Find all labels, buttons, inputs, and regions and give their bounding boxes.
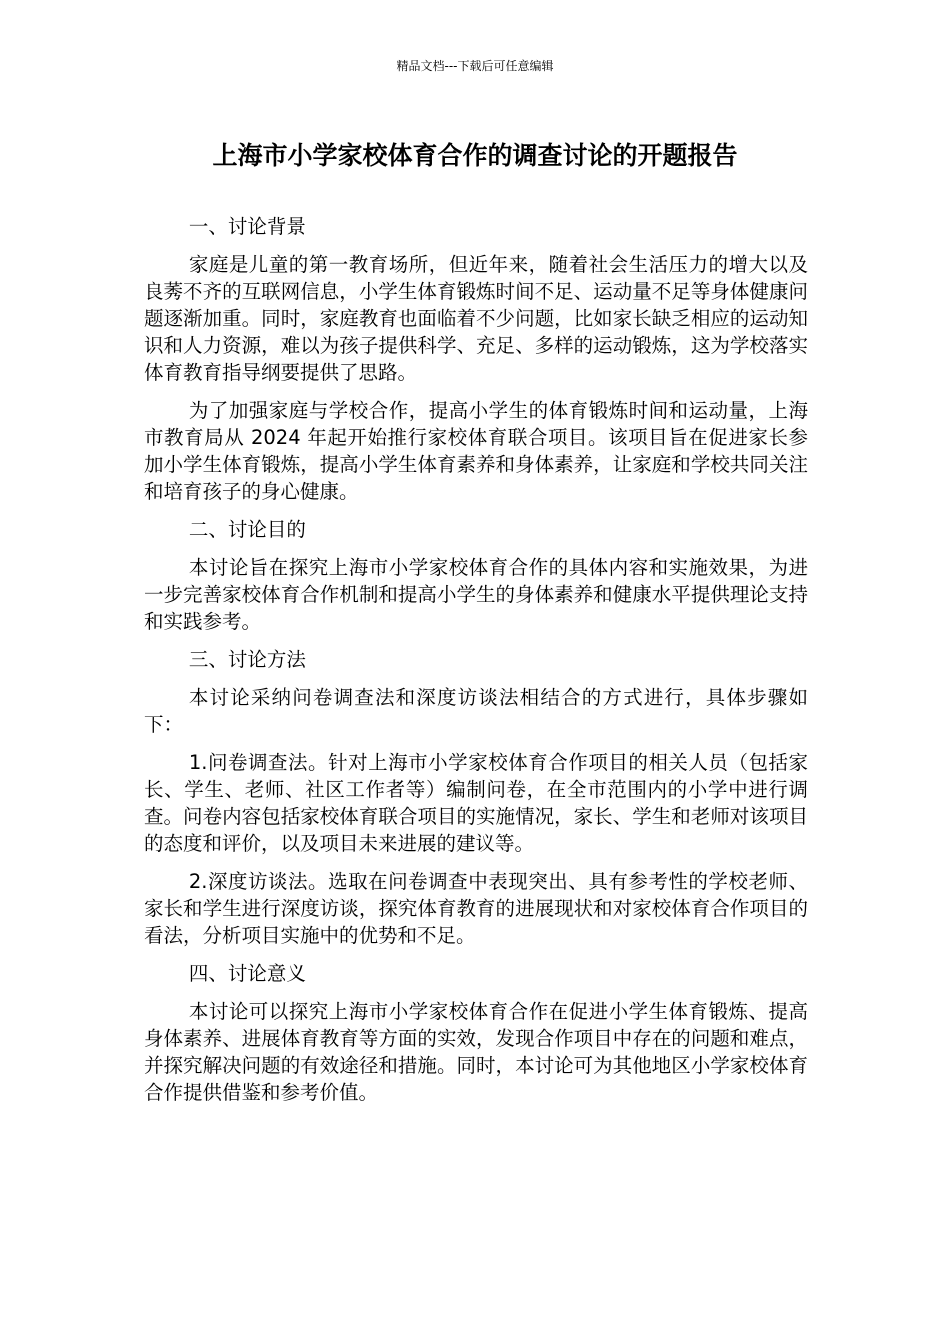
significance-paragraph-1: 本讨论可以探究上海市小学家校体育合作在促进小学生体育锻炼、提高身体素养、进展体育教育等方面的实效，发现合作项目中存在的问题和难点，并探究解决问题的有效途径和措施。同时，本讨论可为其他地区小学家校体育合作提供借鉴和参考价值。 — [144, 1000, 808, 1104]
section-heading-significance: 四、讨论意义 — [188, 962, 306, 985]
background-paragraph-2: 为了加强家庭与学校合作，提高小学生的体育锻炼时间和运动量，上海市教育局从 2024 年起开始推行家校体育联合项目。该项目旨在促进家长参加小学生体育锻炼，提高小学生体育素养和身体素养，让家庭和学校共同关注和培育孩子的身心健康。 — [144, 399, 808, 503]
document-title: 上海市小学家校体育合作的调查讨论的开题报告 — [212, 141, 738, 170]
section-heading-purpose: 二、讨论目的 — [188, 518, 306, 541]
document-body — [144, 213, 808, 1117]
background-paragraph-1: 家庭是儿童的第一教育场所，但近年来，随着社会生活压力的增大以及良莠不齐的互联网信息，小学生体育锻炼时间不足、运动量不足等身体健康问题逐渐加重。同时，家庭教育也面临着不少问题，比如家长缺乏相应的运动知识和人力资源，难以为孩子提供科学、充足、多样的运动锻炼，这为学校落实体育教育指导纲要提供了思路。 — [144, 253, 808, 384]
section-heading-method: 三、讨论方法 — [188, 648, 306, 671]
purpose-paragraph-1: 本讨论旨在探究上海市小学家校体育合作的具体内容和实施效果，为进一步完善家校体育合作机制和提高小学生的身体素养和健康水平提供理论支持和实践参考。 — [144, 556, 808, 633]
method-paragraph-2: 1.问卷调查法。针对上海市小学家校体育合作项目的相关人员（包括家长、学生、老师、社区工作者等）编制问卷，在全市范围内的小学中进行调查。问卷内容包括家校体育联合项目的实施情况，家长、学生和老师对该项目的态度和评价，以及项目未来进展的建议等。 — [144, 751, 808, 855]
method-paragraph-1: 本讨论采纳问卷调查法和深度访谈法相结合的方式进行，具体步骤如下： — [144, 686, 808, 736]
section-heading-background: 一、讨论背景 — [188, 215, 306, 238]
method-paragraph-3: 2.深度访谈法。选取在问卷调查中表现突出、具有参考性的学校老师、家长和学生进行深度访谈，探究体育教育的进展现状和对家校体育合作项目的看法，分析项目实施中的优势和不足。 — [144, 870, 808, 947]
header-note: 精品文档---下载后可任意编辑 — [396, 59, 554, 73]
